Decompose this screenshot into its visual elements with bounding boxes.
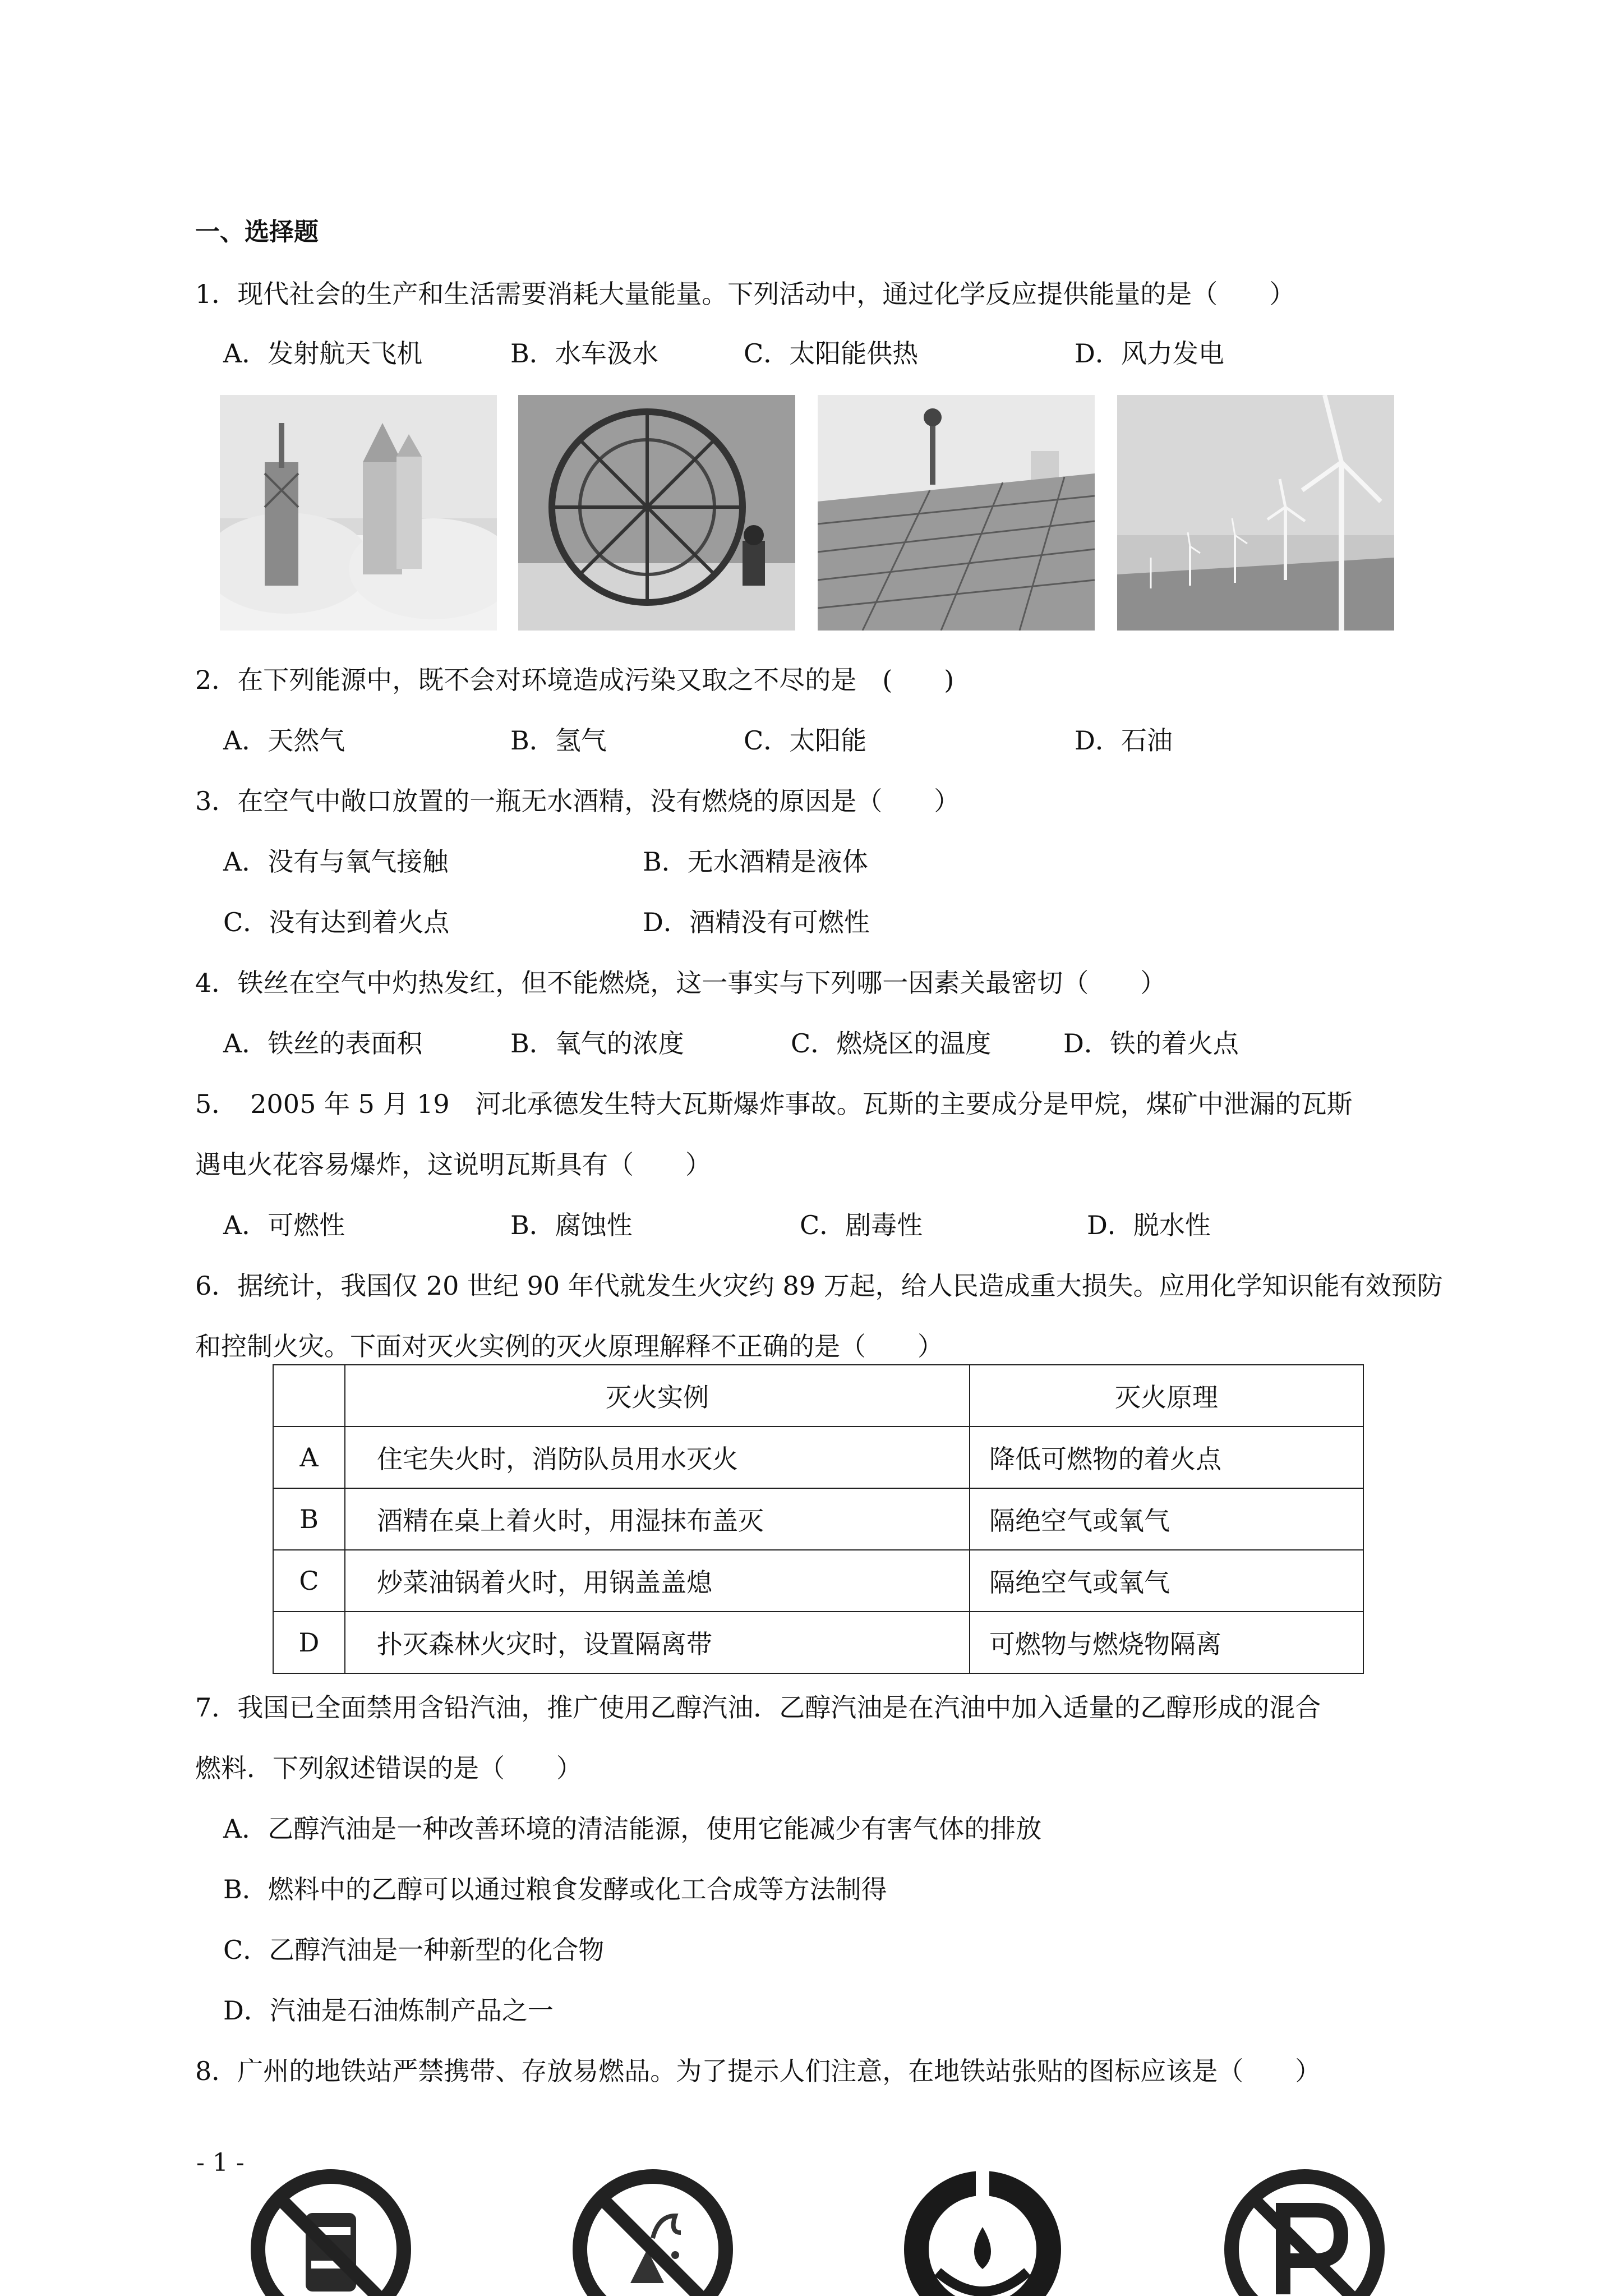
waterwheel-photo (518, 395, 795, 631)
table-cell-principle: 降低可燃物的着火点 (970, 1427, 1363, 1488)
question-7-stem-line-1: 7．我国已全面禁用含铅汽油，推广使用乙醇汽油．乙醇汽油是在汽油中加入适量的乙醇形成的混合 (195, 1692, 1321, 1723)
no-fireworks-sign-icon (569, 2165, 737, 2296)
question-5-option-a: A．可燃性 (223, 1210, 345, 1240)
table-header-row (273, 1365, 1363, 1427)
question-1-stem: 1．现代社会的生产和生活需要消耗大量能量。下列活动中，通过化学反应提供能量的是（ ） (195, 279, 1295, 309)
question-3-option-a: A．没有与氧气接触 (223, 846, 449, 877)
question-6-stem-line-1: 6．据统计，我国仅 20 世纪 90 年代就发生火灾约 89 万起，给人民造成重大损失。应用化学知识能有效预防 (195, 1271, 1443, 1301)
question-3-option-c: C．没有达到着火点 (223, 907, 450, 937)
question-4-option-a: A．铁丝的表面积 (223, 1028, 423, 1059)
question-2-option-c: C．太阳能 (744, 725, 867, 756)
no-flammables-sign-icon (247, 2165, 415, 2296)
no-parking-sign-icon (1220, 2165, 1389, 2296)
table-cell-example: 扑灭森林火灾时，设置隔离带 (345, 1612, 970, 1673)
question-2-option-b: B．氢气 (510, 725, 607, 756)
question-7-option-c: C．乙醇汽油是一种新型的化合物 (223, 1935, 605, 1965)
question-1-option-d: D．风力发电 (1075, 338, 1224, 369)
wind-turbine-photo (1117, 395, 1394, 631)
question-4-option-d: D．铁的着火点 (1063, 1028, 1239, 1059)
table-cell-principle: 隔绝空气或氧气 (970, 1488, 1363, 1550)
question-1-option-c: C．太阳能供热 (744, 338, 919, 369)
table-cell-label: B (273, 1488, 345, 1550)
table-row (273, 1488, 1363, 1550)
question-5-option-b: B．腐蚀性 (510, 1210, 633, 1240)
table-cell-principle: 可燃物与燃烧物隔离 (970, 1612, 1363, 1673)
question-8-stem: 8．广州的地铁站严禁携带、存放易燃品。为了提示人们注意，在地铁站张贴的图标应该是（ ） (195, 2056, 1321, 2086)
table-cell-label: D (273, 1612, 345, 1673)
fire-extinguishing-table (273, 1364, 1364, 1674)
question-6-stem-line-2: 和控制火灾。下面对灭火实例的灭火原理解释不正确的是（ ） (195, 1331, 943, 1361)
question-3-option-d: D．酒精没有可燃性 (643, 907, 870, 937)
rocket-launch-photo (220, 395, 497, 631)
question-7-option-d: D．汽油是石油炼制产品之一 (223, 1995, 554, 2026)
question-4-stem: 4．铁丝在空气中灼热发红，但不能燃烧，这一事实与下列哪一因素关最密切（ ） (195, 968, 1166, 998)
question-5-option-d: D．脱水性 (1087, 1210, 1211, 1240)
question-1-option-a: A．发射航天飞机 (223, 338, 423, 369)
section-title: 一、选择题 (195, 218, 319, 246)
question-2-stem: 2．在下列能源中，既不会对环境造成污染又取之不尽的是 ( ) (195, 665, 955, 695)
question-2-option-d: D．石油 (1075, 725, 1173, 756)
page-number: - 1 - (196, 2148, 245, 2177)
question-4-option-c: C．燃烧区的温度 (791, 1028, 992, 1059)
question-4-option-b: B．氧气的浓度 (510, 1028, 684, 1059)
question-5-stem-line-1: 5． 2005 年 5 月 19 河北承德发生特大瓦斯爆炸事故。瓦斯的主要成分是甲烷，煤矿中泄漏的瓦斯 (195, 1089, 1353, 1119)
solar-heater-photo (818, 395, 1095, 631)
table-header-cell: 灭火原理 (970, 1365, 1363, 1427)
question-7-option-b: B．燃料中的乙醇可以通过粮食发酵或化工合成等方法制得 (223, 1874, 887, 1904)
question-3-option-b: B．无水酒精是液体 (643, 846, 868, 877)
question-7-stem-line-2: 燃料．下列叙述错误的是（ ） (195, 1753, 582, 1783)
table-row (273, 1612, 1363, 1673)
question-7-option-a: A．乙醇汽油是一种改善环境的清洁能源，使用它能减少有害气体的排放 (223, 1814, 1042, 1844)
table-cell-principle: 隔绝空气或氧气 (970, 1550, 1363, 1612)
question-5-option-c: C．剧毒性 (800, 1210, 923, 1240)
question-1-option-b: B．水车汲水 (510, 338, 658, 369)
table-row (273, 1550, 1363, 1612)
table-row (273, 1427, 1363, 1488)
table-header-cell (273, 1365, 345, 1427)
water-saving-sign-icon (898, 2165, 1067, 2296)
table-header-cell: 灭火实例 (345, 1365, 970, 1427)
table-cell-label: A (273, 1427, 345, 1488)
table-cell-example: 住宅失火时，消防队员用水灭火 (345, 1427, 970, 1488)
question-3-stem: 3．在空气中敞口放置的一瓶无水酒精，没有燃烧的原因是（ ） (195, 786, 960, 816)
table-cell-label: C (273, 1550, 345, 1612)
table-cell-example: 炒菜油锅着火时，用锅盖盖熄 (345, 1550, 970, 1612)
table-cell-example: 酒精在桌上着火时，用湿抹布盖灭 (345, 1488, 970, 1550)
question-2-option-a: A．天然气 (223, 725, 345, 756)
question-5-stem-line-2: 遇电火花容易爆炸，这说明瓦斯具有（ ） (195, 1149, 711, 1180)
